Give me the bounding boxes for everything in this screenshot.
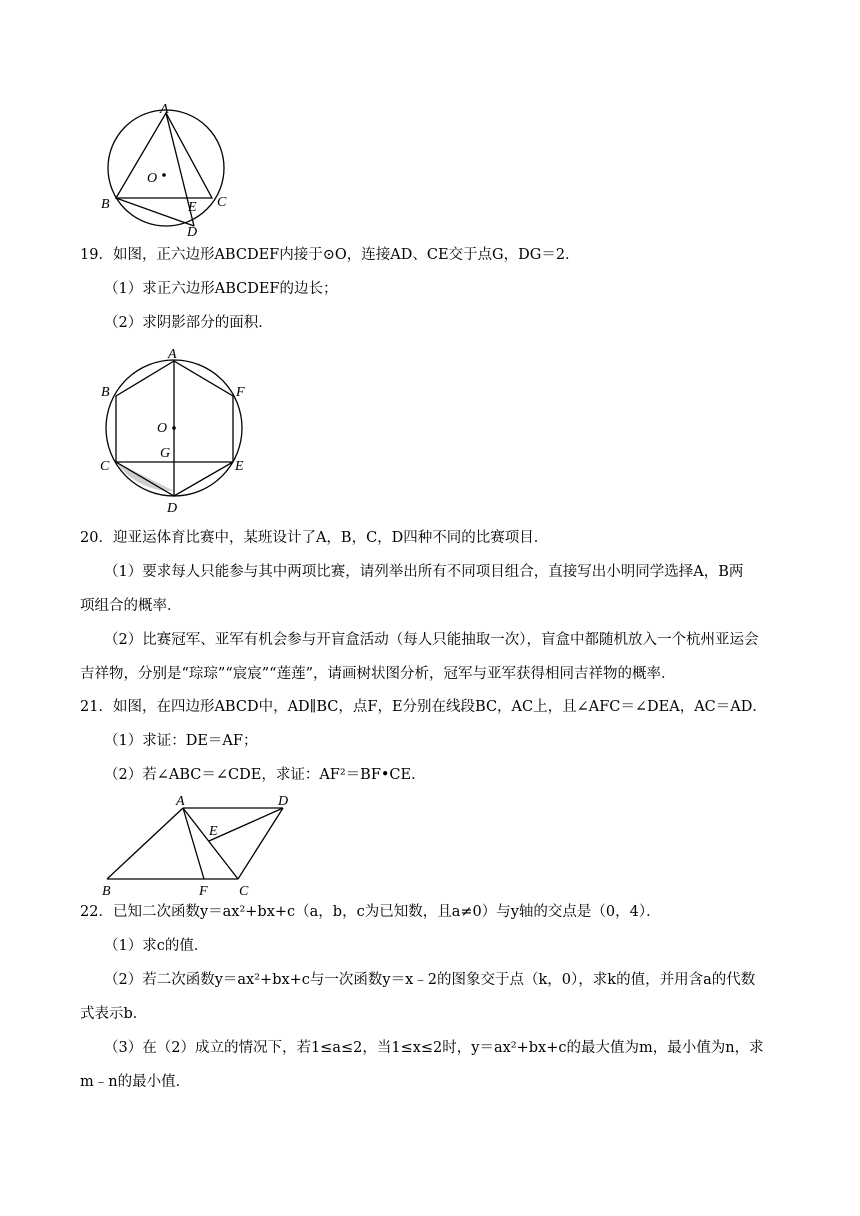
center-dot (172, 426, 176, 430)
label-c: C (239, 884, 249, 898)
label-e: E (235, 459, 244, 474)
label-f: F (199, 884, 208, 898)
q22-part2-line1: （2）若二次函数y＝ax²+bx+c与一次函数y＝x﹣2的图象交于点（k，0），求k的值，并用含a的代数 (104, 972, 756, 988)
label-d: D (187, 225, 198, 240)
label-e: E (209, 824, 218, 839)
center-dot (162, 173, 166, 177)
label-c: C (100, 459, 110, 474)
q20-stem: 20．迎亚运体育比赛中，某班设计了A，B，C，D四种不同的比赛项目． (80, 530, 549, 546)
segment-ac (183, 808, 238, 879)
label-d: D (167, 501, 178, 516)
label-b: B (101, 385, 110, 400)
label-g: G (160, 446, 171, 461)
figure-18-circle-triangle (96, 104, 236, 240)
q20-part2-line1: （2）比赛冠军、亚军有机会参与开盲盒活动（每人只能抽取一次），盲盒中都随机放入一个杭州亚运会 (104, 632, 759, 648)
label-c: C (217, 195, 227, 210)
q22-part3-line1: （3）在（2）成立的情况下，若1≤a≤2，当1≤x≤2时，y＝ax²+bx+c的最大值为m，最小值为n，求 (104, 1040, 764, 1056)
label-b: B (101, 197, 110, 212)
figure-19-hexagon (96, 344, 256, 516)
label-a: A (176, 794, 185, 809)
q21-stem: 21．如图，在四边形ABCD中，AD∥BC，点F，E分别在线段BC，AC上，且∠AFC＝∠DEA，AC＝AD． (80, 699, 767, 715)
q19-part2: （2）求阴影部分的面积． (104, 315, 273, 331)
label-a: A (160, 104, 169, 117)
q21-part2: （2）若∠ABC＝∠CDE，求证：AF²＝BF•CE． (104, 767, 426, 783)
label-o: O (157, 421, 168, 436)
segment-ab (107, 808, 183, 879)
circle-o (108, 110, 224, 226)
label-a: A (168, 347, 177, 362)
q22-part2-line2: 式表示b． (80, 1006, 148, 1022)
q21-part1: （1）求证：DE＝AF； (104, 733, 258, 749)
figure-21-quadrilateral (98, 792, 298, 898)
q22-part1: （1）求c的值． (104, 938, 209, 954)
q22-part3-line2: m﹣n的最小值． (80, 1074, 191, 1090)
segment-af (183, 808, 204, 879)
label-d: D (278, 794, 289, 809)
q19-stem: 19．如图，正六边形ABCDEF内接于⊙O，连接AD、CE交于点G，DG＝2． (80, 247, 580, 263)
q19-part1: （1）求正六边形ABCDEF的边长； (104, 281, 338, 297)
q22-stem: 22．已知二次函数y＝ax²+bx+c（a，b，c为已知数，且a≠0）与y轴的交点是（0，4）． (80, 904, 661, 920)
q20-part2-line2: 吉祥物，分别是“琮琮”“宸宸”“莲莲”，请画树状图分析，冠军与亚军获得相同吉祥物的概率． (80, 666, 676, 682)
q20-part1-line2: 项组合的概率． (80, 598, 182, 614)
label-f: F (236, 385, 245, 400)
label-o: O (147, 171, 158, 186)
triangle-abc (116, 113, 212, 198)
q20-part1-line1: （1）要求每人只能参与其中两项比赛，请列举出所有不同项目组合，直接写出小明同学选择A，B两 (104, 564, 744, 580)
label-e: E (188, 200, 197, 215)
label-b: B (102, 884, 111, 898)
